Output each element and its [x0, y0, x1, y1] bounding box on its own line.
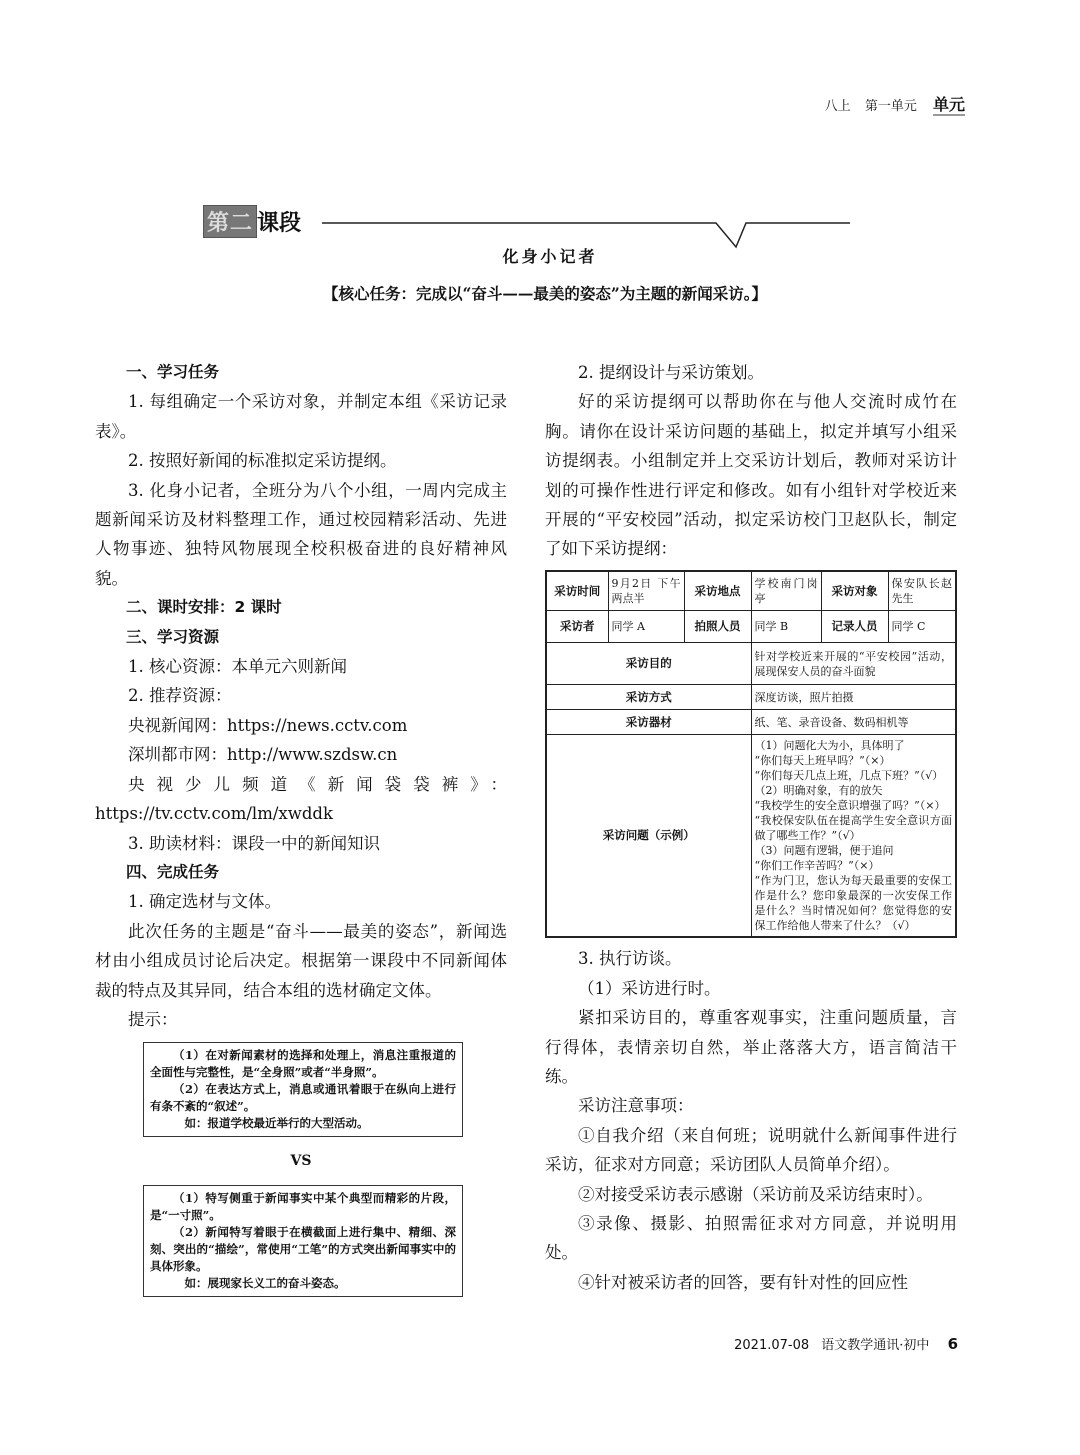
paragraph: 2. 提纲设计与采访策划。	[578, 363, 764, 382]
table-row	[546, 643, 956, 685]
hint-box	[143, 1042, 463, 1137]
question-line: “你们工作辛苦吗？”（×）	[754, 859, 880, 873]
table-header-cell: 记录人员	[821, 611, 888, 643]
question-line: “你们每天几点上班，几点下班？”（√）	[754, 769, 944, 783]
section-heading: 二、课时安排：2 课时	[126, 598, 282, 617]
question-line: “我校保安队伍在提高学生安全意识方面做了哪些工作？”（√）	[754, 814, 952, 843]
paragraph: 央视少儿频道《新闻袋袋裤》：https://tv.cctv.com/lm/xwddk	[95, 774, 507, 824]
table-cell: 保安队长赵先生	[888, 571, 956, 611]
table-cell: 深度访谈，照片拍摄	[751, 685, 956, 710]
paragraph: 1. 每组确定一个采访对象，并制定本组《采访记录表》。	[95, 392, 507, 441]
core-task: 【核心任务：完成以“奋斗——最美的姿态”为主题的新闻采访。】	[322, 284, 768, 303]
lesson-badge: 第二	[203, 205, 257, 238]
running-header	[815, 92, 965, 115]
paragraph: 1. 确定选材与文体。	[128, 892, 281, 912]
hint-line: 如：报道学校最近举行的大型活动。	[184, 1116, 369, 1131]
left-column	[95, 358, 507, 1297]
hint-line: 如：展现家长义工的奋斗姿态。	[184, 1275, 346, 1290]
table-header-cell: 采访时间	[546, 571, 608, 611]
lesson-subtitle: 化身小记者	[502, 247, 598, 266]
table-header-cell: 采访对象	[821, 571, 888, 611]
table-header-cell: 采访目的	[546, 643, 751, 685]
paragraph: ②对接受采访表示感谢（采访前及采访结束时）。	[578, 1184, 933, 1204]
section-heading: 三、学习资源	[126, 627, 220, 646]
paragraph: 提示：	[128, 1009, 178, 1029]
table-header-cell: 拍照人员	[684, 611, 751, 643]
paragraph: 采访注意事项：	[578, 1096, 694, 1116]
hint-line: （1）在对新闻素材的选择和处理上，消息注重报道的全面性与完整性，是“全身照”或者“半身照”。	[150, 1048, 456, 1080]
table-cell: 纸、笔、录音设备、数码相机等	[751, 710, 956, 735]
table-cell: 针对学校近来开展的“平安校园”活动，展现保安人员的奋斗面貌	[751, 643, 956, 685]
paragraph: ①自我介绍（来自何班；说明就什么新闻事件进行采访，征求对方同意；采访团队人员简单介绍）。	[545, 1125, 957, 1175]
hint-box	[143, 1185, 463, 1297]
table-row	[546, 611, 956, 643]
question-line: （2）明确对象，有的放矢	[754, 784, 883, 798]
table-row	[546, 685, 956, 710]
paragraph: ③录像、摄影、拍照需征求对方同意，并说明用处。	[545, 1214, 957, 1263]
header-unit: 第一单元	[864, 99, 917, 114]
paragraph: 2. 按照好新闻的标准拟定采访提纲。	[128, 451, 397, 471]
table-cell: 同学 B	[751, 611, 821, 643]
table-row	[546, 710, 956, 735]
lesson-heading	[203, 205, 301, 238]
paragraph: 2. 推荐资源：	[128, 686, 232, 706]
table-cell: 同学 A	[608, 611, 684, 643]
paragraph: 好的采访提纲可以帮助你在与他人交流时成竹在胸。请你在设计采访问题的基础上，拟定并填写小组采访提纲表。小组制定并上交采访计划后，教师对采访计划的可操作性进行评定和修改。如有小组针对学校近来开展的“平安校园”活动，拟定采访校门卫赵队长，制定了如下采访提纲：	[545, 392, 957, 559]
paragraph: 1. 核心资源：本单元六则新闻	[128, 657, 347, 677]
table-header-cell: 采访者	[546, 611, 608, 643]
hint-line: （1）特写侧重于新闻事实中某个典型而精彩的片段，是“一寸照”。	[150, 1190, 456, 1222]
page-footer	[734, 1334, 958, 1353]
table-row	[546, 571, 956, 611]
paragraph: ④针对被采访者的回答，要有针对性的回应性	[578, 1272, 908, 1292]
paragraph: 3. 化身小记者，全班分为八个小组，一周内完成主题新闻采访及材料整理工作，通过校园精彩活动、先进人物事迹、独特风物展现全校积极奋进的良好精神风貌。	[95, 480, 507, 588]
footer-journal: 语文教学通讯·初中	[821, 1338, 930, 1353]
section-heading: 四、完成任务	[126, 862, 220, 881]
paragraph: （1）采访进行时。	[578, 978, 721, 998]
header-grade: 八上	[824, 99, 851, 114]
table-cell: 学校南门岗亭	[751, 571, 821, 611]
page-number: 6	[947, 1335, 958, 1353]
table-cell: 同学 C	[888, 611, 956, 643]
question-line: “作为门卫，您认为每天最重要的安保工作是什么？您印象最深的一次安保工作是什么？当时情况如何？您觉得您的安保工作给他人带来了什么？（√）	[754, 874, 952, 933]
paragraph: 此次任务的主题是“奋斗——最美的姿态”，新闻选材由小组成员讨论后决定。根据第一课段中不同新闻体裁的特点及其异同，结合本组的选材确定文体。	[95, 921, 507, 1000]
paragraph: 央视新闻网：https://news.cctv.com	[128, 715, 408, 735]
questions-cell	[751, 735, 956, 938]
hint-line: （2）在表达方式上，消息或通讯着眼于在纵向上进行有条不紊的“叙述”。	[150, 1082, 456, 1114]
question-line: “我校学生的安全意识增强了吗？”（×）	[754, 799, 946, 813]
paragraph: 紧扣采访目的，尊重客观事实，注重问题质量，言行得体，表情亲切自然，举止落落大方，语言简洁干练。	[545, 1008, 957, 1086]
table-header-cell: 采访方式	[546, 685, 751, 710]
paragraph: 3. 助读材料：课段一中的新闻知识	[128, 833, 380, 853]
section-heading: 一、学习任务	[126, 363, 220, 381]
table-row	[546, 735, 956, 938]
lesson-label: 课段	[257, 211, 302, 236]
table-header-cell: 采访问题（示例）	[546, 735, 751, 938]
vs-label: VS	[290, 1153, 312, 1170]
table-cell: 9月2日 下午两点半	[608, 571, 684, 611]
interview-outline-table	[545, 570, 957, 939]
question-line: （1）问题化大为小，具体明了	[754, 739, 905, 753]
paragraph: 深圳都市网：http://www.szdsw.cn	[128, 745, 398, 765]
footer-date: 2021.07-08	[734, 1338, 810, 1353]
header-section: 单元	[932, 95, 965, 114]
paragraph: 3. 执行访谈。	[578, 949, 682, 969]
question-line: “你们每天上班早吗？”（×）	[754, 754, 891, 768]
right-column	[545, 358, 957, 1297]
hint-line: （2）新闻特写着眼于在横截面上进行集中、精细、深刻、突出的“描绘”，常使用“工笔”的方式突出新闻事实中的具体形象。	[150, 1224, 456, 1273]
table-header-cell: 采访器材	[546, 710, 751, 735]
table-header-cell: 采访地点	[684, 571, 751, 611]
question-line: （3）问题有逻辑，便于追问	[754, 844, 894, 858]
